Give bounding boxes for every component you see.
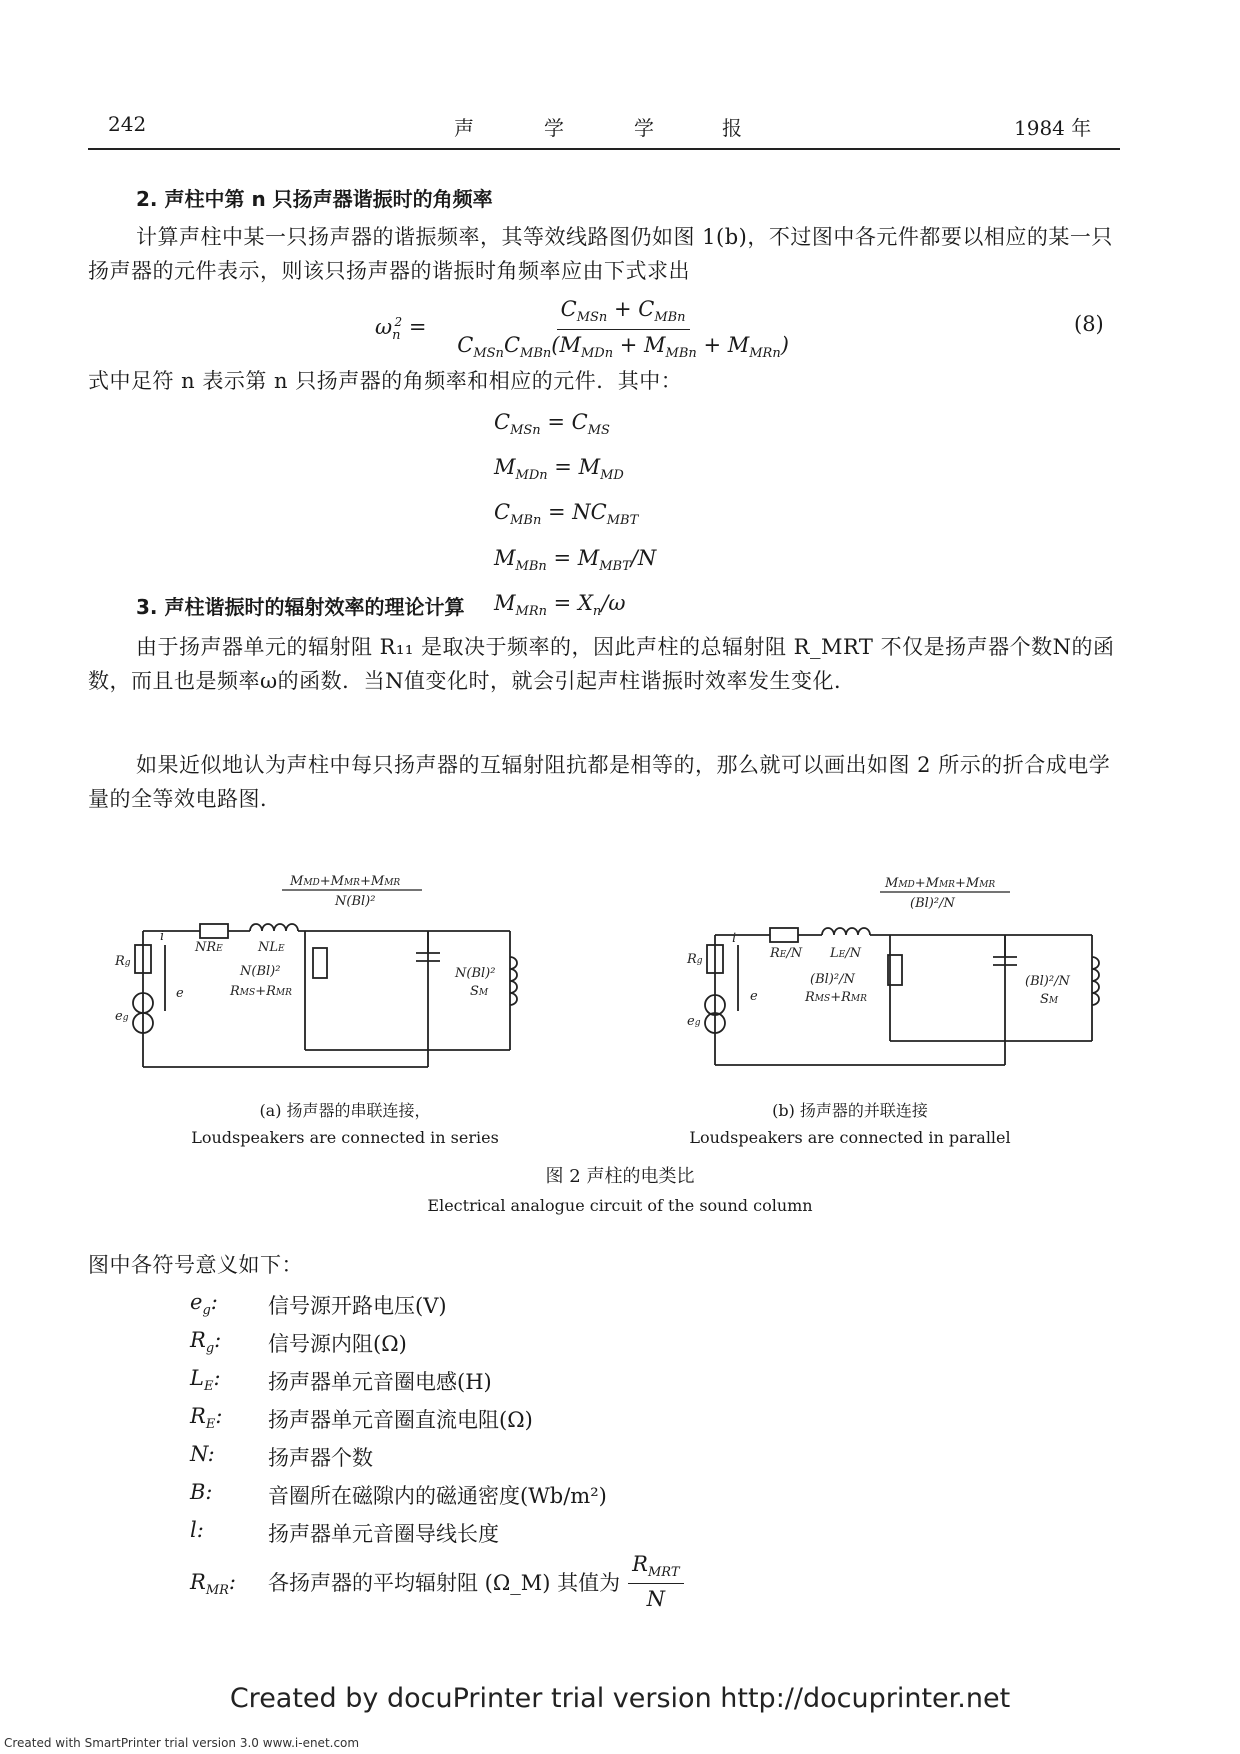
svg-text:NLE: NLE xyxy=(258,940,285,955)
legend-desc: 各扬声器的平均辐射阻 (Ω_M) 其值为 xyxy=(268,1570,621,1595)
legend-symbol: $e_g$: xyxy=(190,1290,218,1319)
legend-symbol: $L_E$: xyxy=(190,1366,221,1395)
svg-text:RMS+RMR: RMS+RMR xyxy=(805,990,867,1005)
svg-text:NRE: NRE xyxy=(195,940,223,955)
journal-char-3: 学 xyxy=(634,116,654,140)
section-2-title: 2. 声柱中第 n 只扬声器谐振时的角频率 xyxy=(136,187,493,211)
svg-text:(Bl)²/N: (Bl)²/N xyxy=(810,972,855,987)
svg-text:SM: SM xyxy=(1040,992,1059,1007)
svg-text:Rg: Rg xyxy=(687,952,703,967)
caption-a-en: Loudspeakers are connected in series xyxy=(191,1128,499,1147)
svg-text:eg: eg xyxy=(115,1009,129,1024)
svg-text:i: i xyxy=(732,931,737,946)
equation-8: $\omega_n^2$ = $\frac{C_{MSn} + C_{MBn}}{C_{MSn}C_{MBn}(M_{MDn} + M_{MBn} + M_{MRn})}$ xyxy=(375,297,789,361)
svg-text:N(Bl)²: N(Bl)² xyxy=(335,894,376,909)
legend-desc: 信号源内阻(Ω) xyxy=(268,1332,407,1356)
legend-rmr-row xyxy=(268,1552,684,1611)
svg-text:SM: SM xyxy=(470,984,489,999)
svg-text:(Bl)²/N: (Bl)²/N xyxy=(1025,974,1070,989)
equation-number: (8) xyxy=(1074,312,1104,336)
legend-desc: 音圈所在磁隙内的磁通密度(Wb/m²) xyxy=(268,1484,607,1508)
page-number: 242 xyxy=(108,112,147,136)
svg-text:e: e xyxy=(750,989,758,1004)
svg-text:N(Bl)²: N(Bl)² xyxy=(455,966,496,981)
legend-desc: 扬声器单元音圈导线长度 xyxy=(268,1522,499,1546)
svg-text:RMS+RMR: RMS+RMR xyxy=(230,984,292,999)
svg-text:eg: eg xyxy=(687,1014,701,1029)
smartprinter-watermark: Created with SmartPrinter trial version 3.0 www.i-enet.com xyxy=(4,1736,360,1750)
caption-b-cn: (b) 扬声器的并联连接 xyxy=(772,1101,928,1120)
svg-text:LE/N: LE/N xyxy=(830,946,861,961)
rmr-fraction: $\frac{R_{MRT}}{N}$ xyxy=(628,1552,683,1611)
legend-symbol: N: xyxy=(190,1442,215,1466)
svg-text:Rg: Rg xyxy=(115,954,131,969)
legend-desc: 扬声器个数 xyxy=(268,1446,373,1470)
svg-text:MMD+MMR+MMR: MMD+MMR+MMR xyxy=(290,874,401,889)
header-rule xyxy=(88,148,1120,150)
section-2-para-1: 计算声柱中某一只扬声器的谐振频率，其等效线路图仍如图 1(b)，不过图中各元件都要以相应的某一只扬声器的元件表示，则该只扬声器的谐振时角频率应由下式求出 xyxy=(88,225,1113,283)
figure-2-circuits xyxy=(110,845,1140,1085)
figure-title-en: Electrical analogue circuit of the sound column xyxy=(427,1196,813,1215)
section-3-para-1: 由于扬声器单元的辐射阻 R₁₁ 是取决于频率的，因此声柱的总辐射阻 R_MRT 不仅是扬声器个数N的函数，而且也是频率ω的函数．当N值变化时，就会引起声柱谐振时效率发生变化． xyxy=(88,635,1115,693)
svg-text:N(Bl)²: N(Bl)² xyxy=(240,964,281,979)
legend-symbol: $R_E$: xyxy=(190,1404,223,1433)
legend-symbol: B: xyxy=(190,1480,213,1504)
legend-symbol: $R_{MR}$: xyxy=(190,1570,236,1599)
caption-b-en: Loudspeakers are connected in parallel xyxy=(689,1128,1011,1147)
journal-char-4: 报 xyxy=(722,116,742,140)
section-3-title: 3. 声柱谐振时的辐射效率的理论计算 xyxy=(136,595,465,619)
legend-intro: 图中各符号意义如下： xyxy=(88,1253,303,1277)
journal-char-1: 声 xyxy=(454,116,474,140)
legend-symbol: $R_g$: xyxy=(190,1328,222,1357)
figure-title-cn: 图 2 声柱的电类比 xyxy=(545,1166,695,1187)
legend-desc: 扬声器单元音圈直流电阻(Ω) xyxy=(268,1408,533,1432)
header-year: 1984 年 xyxy=(1014,116,1092,140)
svg-text:e: e xyxy=(176,986,184,1001)
svg-text:i: i xyxy=(160,929,165,944)
legend-symbol: l: xyxy=(190,1518,204,1542)
docuprinter-watermark: Created by docuPrinter trial version http://docuprinter.net xyxy=(229,1683,1011,1714)
caption-a-cn: (a) 扬声器的串联连接， xyxy=(259,1101,431,1120)
section-2-para-2: 式中足符 n 表示第 n 只扬声器的角频率和相应的元件．其中： xyxy=(88,369,683,393)
legend-desc: 扬声器单元音圈电感(H) xyxy=(268,1370,492,1394)
svg-text:RE/N: RE/N xyxy=(770,946,803,961)
legend-desc: 信号源开路电压(V) xyxy=(268,1294,447,1318)
svg-text:(Bl)²/N: (Bl)²/N xyxy=(910,896,955,911)
journal-char-2: 学 xyxy=(544,116,564,140)
section-3-para-2: 如果近似地认为声柱中每只扬声器的互辐射阻抗都是相等的，那么就可以画出如图 2 所示的折合成电学量的全等效电路图． xyxy=(88,753,1111,811)
element-equations: $C_{MSn} = C_{MS}$ $M_{MDn} = M_{MD}$ $C_{MBn} = NC_{MBT}$ $M_{MBn} = M_{MBT}/N$ $M_{MRn} = X_n/\omega$ xyxy=(494,410,657,619)
svg-text:MMD+MMR+MMR: MMD+MMR+MMR xyxy=(885,876,996,891)
